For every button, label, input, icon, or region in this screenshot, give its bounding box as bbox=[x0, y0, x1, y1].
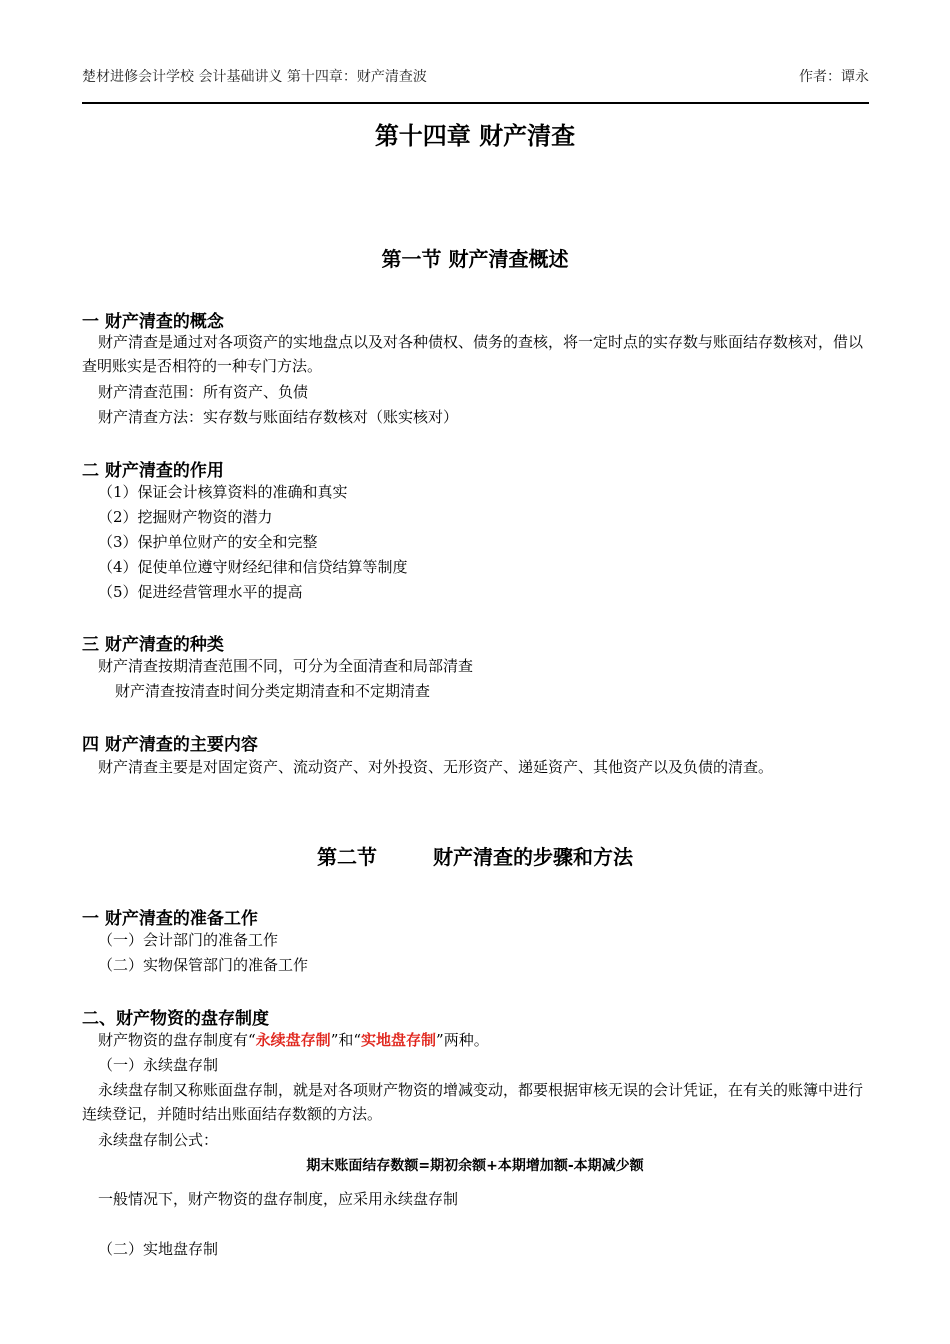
header-author: 作者：谭永 bbox=[799, 69, 869, 85]
intro-text: ”两种。 bbox=[436, 1031, 489, 1049]
heading-concept: 一 财产清查的概念 bbox=[82, 312, 224, 332]
types-line-1: 财产清查按期清查范围不同，可分为全面清查和局部清查 bbox=[98, 657, 474, 675]
heading-inventory-system: 二、财产物资的盘存制度 bbox=[82, 1009, 269, 1029]
types-line-2: 财产清查按清查时间分类定期清查和不定期清查 bbox=[115, 682, 431, 700]
heading-preparation: 一 财产清查的准备工作 bbox=[82, 909, 258, 929]
general-statement: 一般情况下，财产物资的盘存制度，应采用永续盘存制 bbox=[98, 1190, 459, 1208]
inventory-intro bbox=[98, 1028, 489, 1052]
list-item: （2）挖掘财产物资的潜力 bbox=[98, 508, 273, 526]
heading-content: 四 财产清查的主要内容 bbox=[82, 735, 258, 755]
list-item: （4）促使单位遵守财经纪律和信贷结算等制度 bbox=[98, 558, 408, 576]
section-2-number: 第二节 bbox=[317, 845, 377, 869]
intro-text: ”和“ bbox=[330, 1031, 362, 1049]
sub-heading-periodic: （二）实地盘存制 bbox=[98, 1240, 219, 1258]
formula-text: 期末账面结存数额=期初余额+本期增加额-本期减少额 bbox=[306, 1158, 644, 1174]
intro-text: 财产物资的盘存制度有“ bbox=[98, 1031, 256, 1049]
list-item: （3）保护单位财产的安全和完整 bbox=[98, 533, 318, 551]
content-paragraph: 财产清查主要是对固定资产、流动资产、对外投资、无形资产、递延资产、其他资产以及负债的清查。 bbox=[98, 758, 774, 776]
page-header bbox=[82, 66, 869, 104]
scope-text: 财产清查范围：所有资产、负债 bbox=[98, 383, 309, 401]
heading-types: 三 财产清查的种类 bbox=[82, 635, 224, 655]
header-left-text: 楚材进修会计学校 会计基础讲义 第十四章：财产清查波 bbox=[82, 69, 427, 85]
list-item: （5）促进经营管理水平的提高 bbox=[98, 583, 303, 601]
concept-paragraph: 财产清查是通过对各项资产的实地盘点以及对各种债权、债务的查核，将一定时点的实存数与账面结存数核对，借以查明账实是否相符的一种专门方法。 bbox=[82, 333, 864, 375]
section-2-name: 财产清查的步骤和方法 bbox=[433, 845, 633, 869]
section-2-title bbox=[0, 841, 950, 870]
chapter-title: 第十四章 财产清查 bbox=[374, 122, 576, 150]
periodic-inventory-highlight: 实地盘存制 bbox=[361, 1031, 437, 1049]
list-item: （一）会计部门的准备工作 bbox=[98, 931, 279, 949]
perpetual-paragraph: 永续盘存制又称账面盘存制，就是对各项财产物资的增减变动，都要根据审核无误的会计凭证，在有关的账簿中进行连续登记，并随时结出账面结存数额的方法。 bbox=[82, 1081, 864, 1123]
list-item: （二）实物保管部门的准备工作 bbox=[98, 956, 309, 974]
list-item: （1）保证会计核算资料的准确和真实 bbox=[98, 483, 348, 501]
section-1-title: 第一节 财产清查概述 bbox=[381, 247, 569, 271]
sub-heading-perpetual: （一）永续盘存制 bbox=[98, 1056, 219, 1074]
perpetual-inventory-highlight: 永续盘存制 bbox=[255, 1031, 331, 1049]
heading-function: 二 财产清查的作用 bbox=[82, 461, 224, 481]
formula-label: 永续盘存制公式： bbox=[98, 1131, 219, 1149]
method-text: 财产清查方法：实存数与账面结存数核对（账实核对） bbox=[98, 408, 459, 426]
